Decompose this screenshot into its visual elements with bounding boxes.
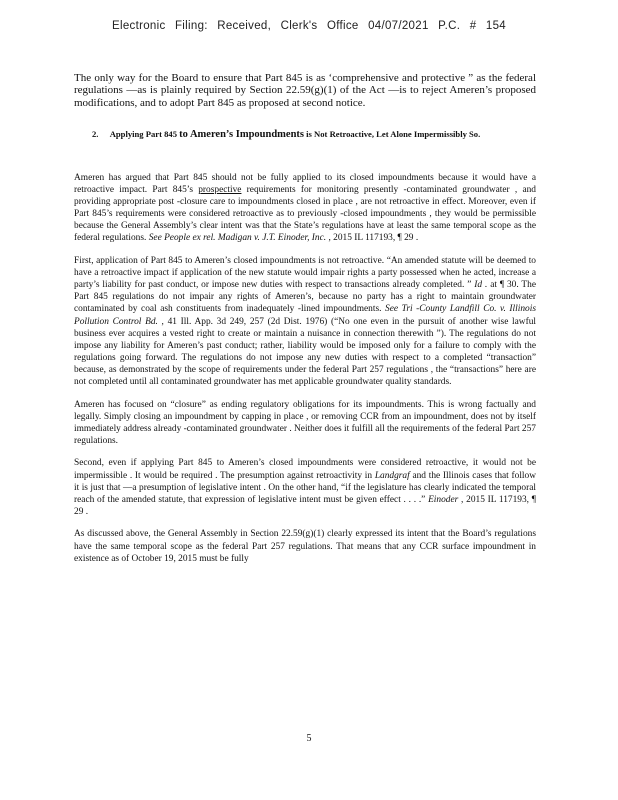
p2-text-b: at ¶ 30. The Part 845 regulations do not impair any rights of Ameren’s, because no party has a right to maintain groundwater contaminated by coal ash constituents from inadequately -lined impoundments.: [74, 280, 537, 315]
intro-paragraph: [74, 72, 536, 120]
heading-text-a: Applying Part 845: [109, 129, 178, 139]
p4-text-c: , 2015 IL 117193, ¶ 29 .: [74, 494, 536, 517]
paragraph-first: [74, 255, 536, 388]
heading-text-c: is Not Retroactive, Let Alone Impermissibly So.: [306, 129, 481, 139]
p1-prospective: prospective: [198, 185, 242, 196]
paragraph-second: [74, 457, 536, 517]
p1-text-a: Ameren has argued that Part 845 should not be fully applied to its closed impoundments because it would have a retroactive impact. Part 845’s: [74, 173, 536, 196]
paragraph-retroactive-argument: [74, 172, 536, 245]
p4-landgraf: Landgraf: [374, 470, 410, 481]
p1-text-c: , 2015 IL 117193, ¶ 29 .: [326, 233, 419, 244]
p1-text-b: requirements for monitoring presently -contaminated groundwater , and providing appropriate post -closure care to impoundments closed in place , are not retroactive in effect. Moreover, even if Part 845’s requirements were considered retroactive as to previously -closed impoundments , they would be permissible because the General Assembly’s clear intent was that the State’s regulations have at least the same temporal scope as the federal regulations.: [74, 185, 536, 244]
p4-einoder: Einoder: [428, 494, 459, 505]
p2-citation: See Tri -County Landfill Co. v. Illinois Pollution Control Bd.: [74, 304, 537, 327]
p4-text-a: Second, even if applying Part 845 to Ameren’s closed impoundments were considered retroactive, it would not be impermissible . It would be required . The presumption against retroactivity in: [74, 458, 536, 481]
paragraph-closure: Ameren has focused on “closure” as ending regulatory obligations for its impoundments. This is wrong factually and legally. Simply closing an impoundment by capping in place , or removing CCR from an impoundment, does not by itself immediately address already -contaminated groundwater . Neither does it fulfill all the requirements of the federal Part 257 regulations.: [74, 399, 536, 446]
page-number: 5: [306, 733, 312, 744]
section-heading: [92, 128, 512, 141]
intro-text: The only way for the Board to ensure that Part 845 is as ‘comprehensive and protective ” as the federal regulations —as is plainly required by Section 22.59(g)(1) of the Act —is to reject Ameren’s proposed modifications, and to adopt Part 845 as proposed at second notice.: [74, 72, 536, 109]
p1-citation: See People ex rel. Madigan v. J.T. Einoder, Inc.: [148, 233, 327, 244]
filing-header: Electronic Filing: Received, Clerk's Office 04/07/2021 P.C. # 154: [112, 20, 506, 32]
p4-text-b: and the Illinois cases that follow it is just that —a presumption of legislative intent . On the other hand, “if the legislature has clearly indicated the temporal reach of the amended statute, that expression of legislative intent must be given effect . . . .”: [74, 470, 536, 505]
p2-text-a: First, application of Part 845 to Ameren’s closed impoundments is not retroactive. “An amended statute will be deemed to have a retroactive impact if application of the new statute would impair rights a party possessed when he acted, increase a party’s liability for past conduct, or impose new duties with respect to transactions already completed. ”: [74, 256, 536, 291]
heading-number: 2.: [92, 129, 99, 139]
p2-id-cite: Id .: [474, 280, 488, 291]
body-paragraphs: [74, 172, 536, 575]
paragraph-general-assembly: As discussed above, the General Assembly in Section 22.59(g)(1) clearly expressed its intent that the Board’s regulations have the same temporal scope as the federal Part 257 regulations. That means that any CCR surface impoundment in existence as of October 19, 2015 must be fully: [74, 529, 536, 564]
p2-text-c: , 41 Ill. App. 3d 249, 257 (2d Dist. 1976) (“No one even in the pursuit of another wise lawful business ever acquires a vested right to create or maintain a nuisance in connection therewith ”). The regulations do not impose any liability for Ameren’s past conduct; rather, liability would be imposed only for a failure to comply with the regulations going forward. The regulations do not impose any new duties with respect to a completed “transaction” because, as demonstrated by the scope of requirements under the federal Part 257 regulations , the “transactions” here are not completed until all contaminated groundwater has met applicable groundwater quality standards.: [74, 316, 536, 387]
heading-text-b: to Ameren’s Impoundments: [179, 129, 305, 140]
